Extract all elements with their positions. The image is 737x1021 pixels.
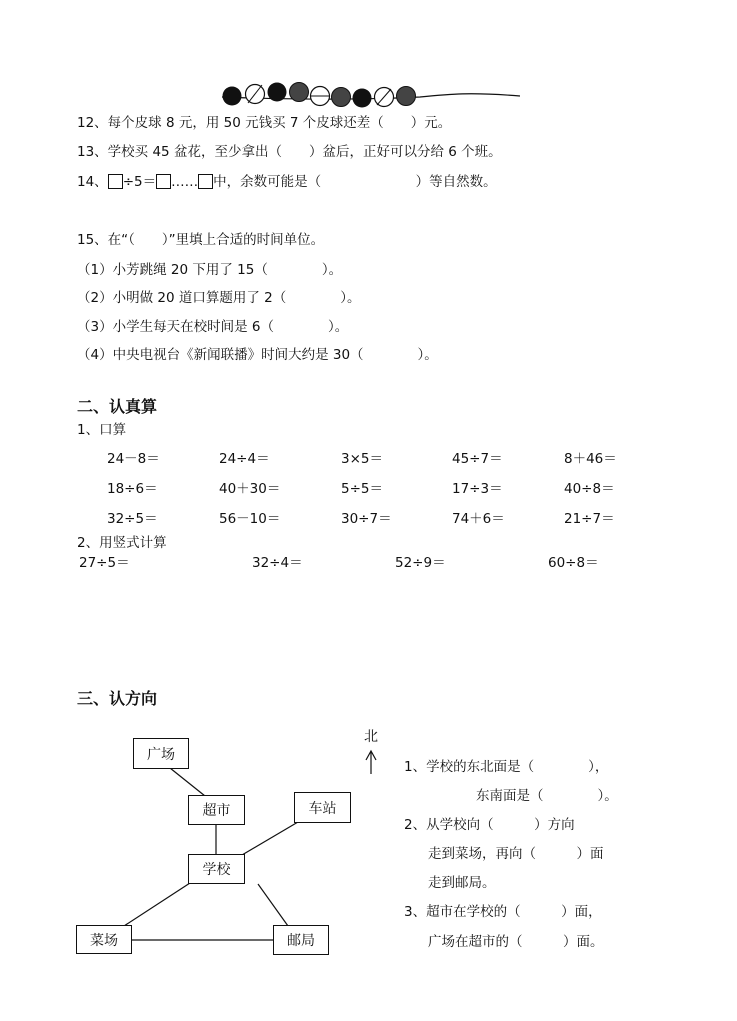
map-node-chezhan: 车站	[294, 792, 351, 823]
map-node-guangchang: 广场	[133, 738, 189, 769]
oral-r1-c3: 3×5＝	[341, 451, 383, 467]
question-15-item-1: （1）小芳跳绳 20 下用了 15（ ）。	[77, 262, 343, 278]
vertical-calc-4: 60÷8＝	[548, 555, 599, 571]
vertical-calc-2: 32÷4＝	[252, 555, 303, 571]
oral-r3-c2: 56－10＝	[219, 511, 281, 527]
map-node-xuexiao: 学校	[188, 854, 245, 884]
question-13: 13、学校买 45 盆花，至少拿出（ ）盆后，正好可以分给 6 个班。	[77, 144, 502, 160]
direction-q1-line1: 1、学校的东北面是（ ），	[404, 759, 609, 775]
question-14-suffix: 中，余数可能是（ ）等自然数。	[213, 174, 497, 190]
question-14-prefix: 14、	[77, 174, 108, 190]
oral-r3-c5: 21÷7＝	[564, 511, 615, 527]
question-15-item-2: （2）小明做 20 道口算题用了 2（ ）。	[77, 290, 361, 306]
map-node-youju: 邮局	[273, 925, 329, 955]
question-15-item-3: （3）小学生每天在校时间是 6（ ）。	[77, 319, 349, 335]
direction-q3-line2: 广场在超市的（ ）面。	[428, 934, 604, 950]
vertical-calc-label: 2、用竖式计算	[77, 535, 167, 551]
map-node-chaoshi: 超市	[188, 795, 245, 825]
north-label: 北	[364, 729, 378, 745]
direction-q1-line2: 东南面是（ ）。	[476, 788, 618, 804]
oral-r2-c2: 40＋30＝	[219, 481, 281, 497]
divide-by-five: ÷5＝	[122, 174, 157, 190]
oral-r3-c1: 32÷5＝	[107, 511, 158, 527]
oral-r2-c5: 40÷8＝	[564, 481, 615, 497]
direction-q3-line1: 3、超市在学校的（ ）面，	[404, 904, 602, 920]
oral-r2-c3: 5÷5＝	[341, 481, 383, 497]
question-15-stem: 15、在“（ ）”里填上合适的时间单位。	[77, 232, 325, 248]
direction-q2-line2: 走到菜场，再向（ ）面	[428, 846, 604, 862]
vertical-calc-1: 27÷5＝	[79, 555, 130, 571]
oral-r1-c4: 45÷7＝	[452, 451, 503, 467]
oral-r1-c5: 8＋46＝	[564, 451, 617, 467]
direction-q2-line1: 2、从学校向（ ）方向	[404, 817, 575, 833]
vertical-calc-3: 52÷9＝	[395, 555, 446, 571]
question-15-item-4: （4）中央电视台《新闻联播》时间大约是 30（ ）。	[77, 347, 438, 363]
oral-r1-c1: 24－8＝	[107, 451, 160, 467]
oral-r3-c3: 30÷7＝	[341, 511, 392, 527]
section-3-title: 三、认方向	[77, 689, 158, 708]
map-node-caichang: 菜场	[76, 925, 132, 954]
oral-r3-c4: 74＋6＝	[452, 511, 505, 527]
oral-calc-label: 1、口算	[77, 422, 127, 438]
oral-r2-c4: 17÷3＝	[452, 481, 503, 497]
direction-q2-line3: 走到邮局。	[428, 875, 496, 891]
oral-r2-c1: 18÷6＝	[107, 481, 158, 497]
question-12: 12、每个皮球 8 元，用 50 元钱买 7 个皮球还差（ ）元。	[77, 115, 452, 131]
remainder-dots: ……	[171, 174, 199, 190]
section-2-title: 二、认真算	[77, 397, 158, 416]
oral-r1-c2: 24÷4＝	[219, 451, 270, 467]
